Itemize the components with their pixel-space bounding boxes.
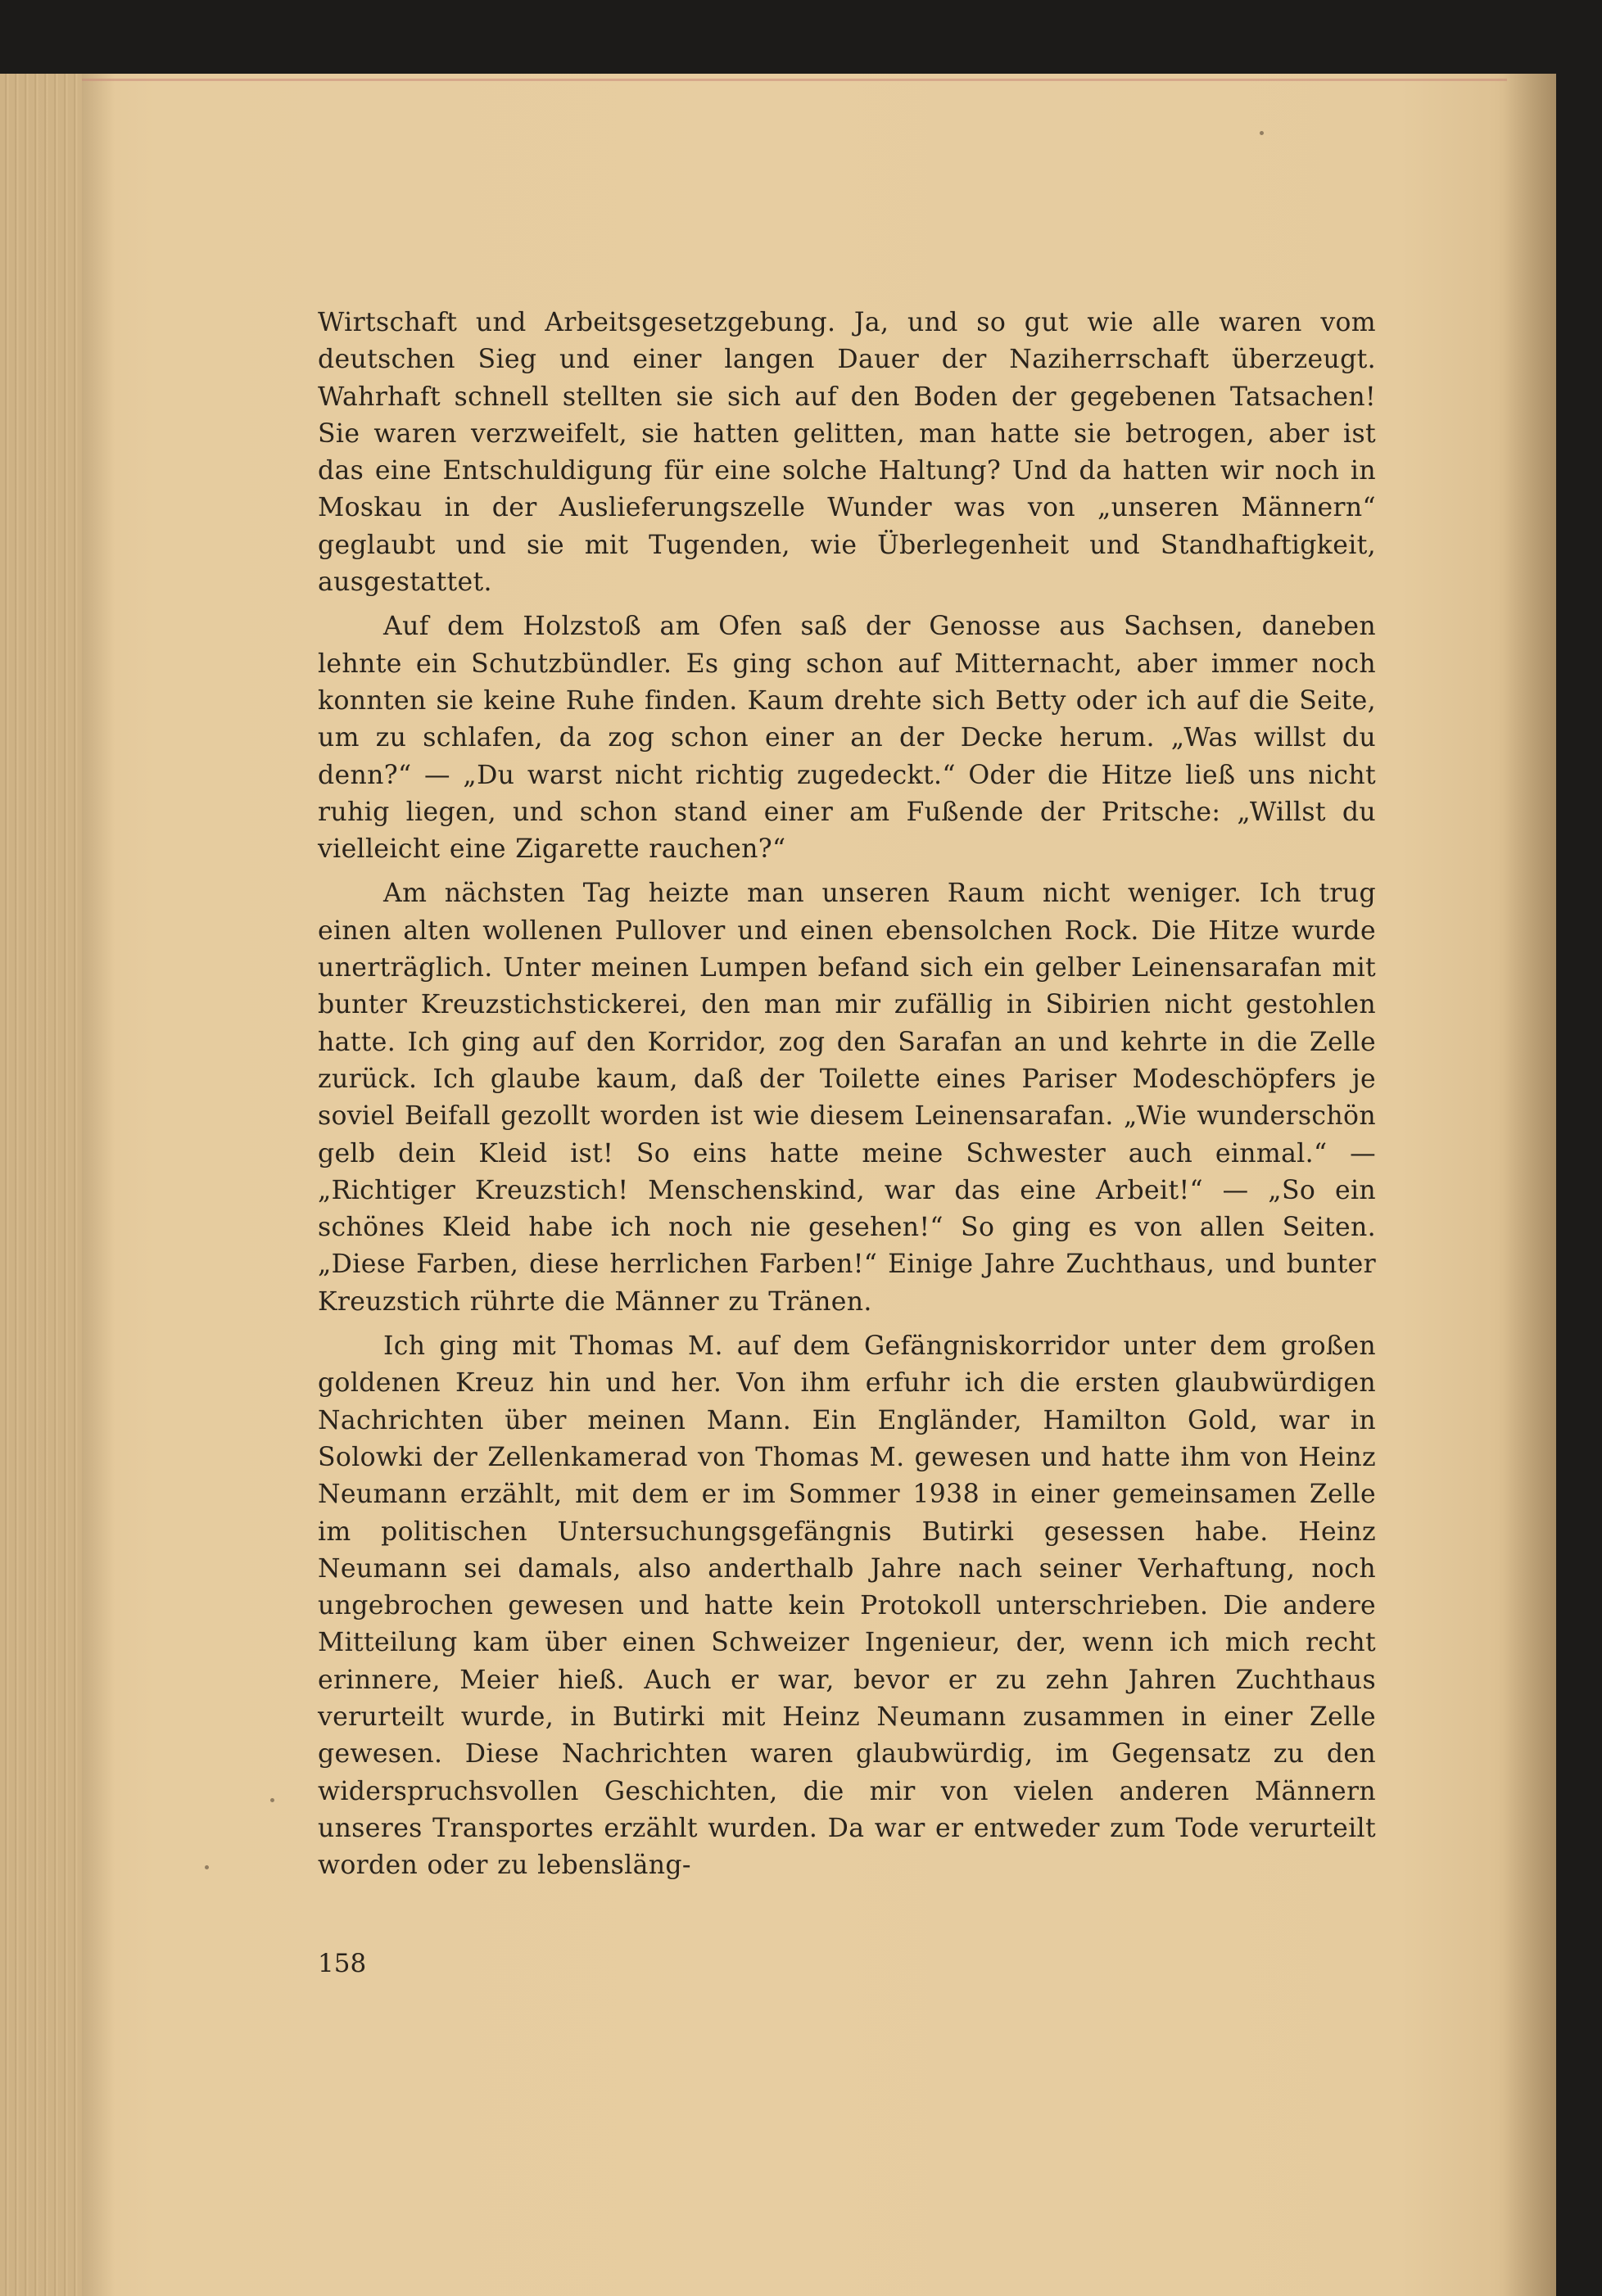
paragraph-3: Am nächsten Tag heizte man unseren Raum nicht weniger. Ich trug einen alten wollenen Pullover und einen ebensolchen Rock. Die Hitze wurde unerträglich. Unter meinen Lumpen befand sich ein gelber Leinensarafan mit bunter Kreuzstichstickerei, den man mir zufällig in Sibirien nicht gestohlen hatte. Ich ging auf den Korridor, zog den Sarafan an und kehrte in die Zelle zurück. Ich glaube kaum, daß der Toilette eines Pariser Modeschöpfers je soviel Beifall gezollt worden ist wie diesem Leinensarafan. „Wie wunderschön gelb dein Kleid ist! So eins hatte meine Schwester auch einmal.“ — „Richtiger Kreuzstich! Menschenskind, war das eine Arbeit!“ — „So ein schönes Kleid habe ich noch nie gesehen!“ So ging es von allen Seiten. „Diese Farben, diese herrlichen Farben!“ Einige Jahre Zuchthaus, und bunter Kreuzstich rührte die Männer zu Tränen. [318, 879, 1376, 1317]
page-edges [0, 74, 82, 2296]
paper-speck [205, 1865, 209, 1869]
page-number: 158 [318, 1949, 367, 1978]
page-edge-shadow [82, 74, 115, 2296]
paper-speck [1260, 131, 1264, 135]
paragraph-4: Ich ging mit Thomas M. auf dem Gefängniskorridor unter dem großen goldenen Kreuz hin und her. Von ihm erfuhr ich die ersten glaubwürdigen Nachrichten über meinen Mann. Ein Engländer, Hamilton Gold, war in Solowki der Zellenkamerad von Thomas M. gewesen und hatte ihm von Heinz Neumann erzählt, mit dem er im Sommer 1938 in einer gemeinsamen Zelle im politischen Untersuchungsgefängnis Butirki gesessen habe. Heinz Neumann sei damals, also anderthalb Jahre nach seiner Verhaftung, noch ungebrochen gewesen und hatte kein Protokoll unterschrieben. Die andere Mitteilung kam über einen Schweizer Ingenieur, der, wenn ich mich recht erinnere, Meier hieß. Auch er war, bevor er zu zehn Jahren Zuchthaus verurteilt wurde, in Butirki mit Heinz Neumann zusammen in einer Zelle gewesen. Diese Nachrichten waren glaubwürdig, im Gegensatz zu den widerspruchsvollen Geschichten, die mir von vielen anderen Männern unseres Transportes erzählt wurden. Da war er entweder zum Tode verurteilt worden oder zu lebensläng- [318, 1331, 1376, 1881]
paper-speck [270, 1798, 274, 1802]
paragraph-2: Auf dem Holzstoß am Ofen saß der Genosse aus Sachsen, daneben lehnte ein Schutzbündler. Es ging schon auf Mitternacht, aber immer noch konnten sie keine Ruhe finden. Kaum drehte sich Betty oder ich auf die Seite, um zu schlafen, da zog schon einer an der Decke herum. „Was willst du denn?“ — „Du warst nicht richtig zugedeckt.“ Oder die Hitze ließ uns nicht ruhig liegen, und schon stand einer am Fußende der Pritsche: „Willst du vielleicht eine Zigarette rauchen?“ [318, 612, 1376, 865]
body-text [318, 305, 1376, 1891]
binding-gutter [1503, 74, 1556, 2296]
top-edge-line [82, 79, 1507, 81]
paragraph-1: Wirtschaft und Arbeitsgesetzgebung. Ja, und so gut wie alle waren vom deutschen Sieg und einer langen Dauer der Naziherrschaft überzeugt. Wahrhaft schnell stellten sie sich auf den Boden der gegebenen Tatsachen! Sie waren verzweifelt, sie hatten gelitten, man hatte sie betrogen, aber ist das eine Entschuldigung für eine solche Haltung? Und da hatten wir noch in Moskau in der Auslieferungszelle Wunder was von „unseren Männern“ geglaubt und sie mit Tugenden, wie Überlegenheit und Standhaftigkeit, ausgestattet. [318, 308, 1376, 598]
